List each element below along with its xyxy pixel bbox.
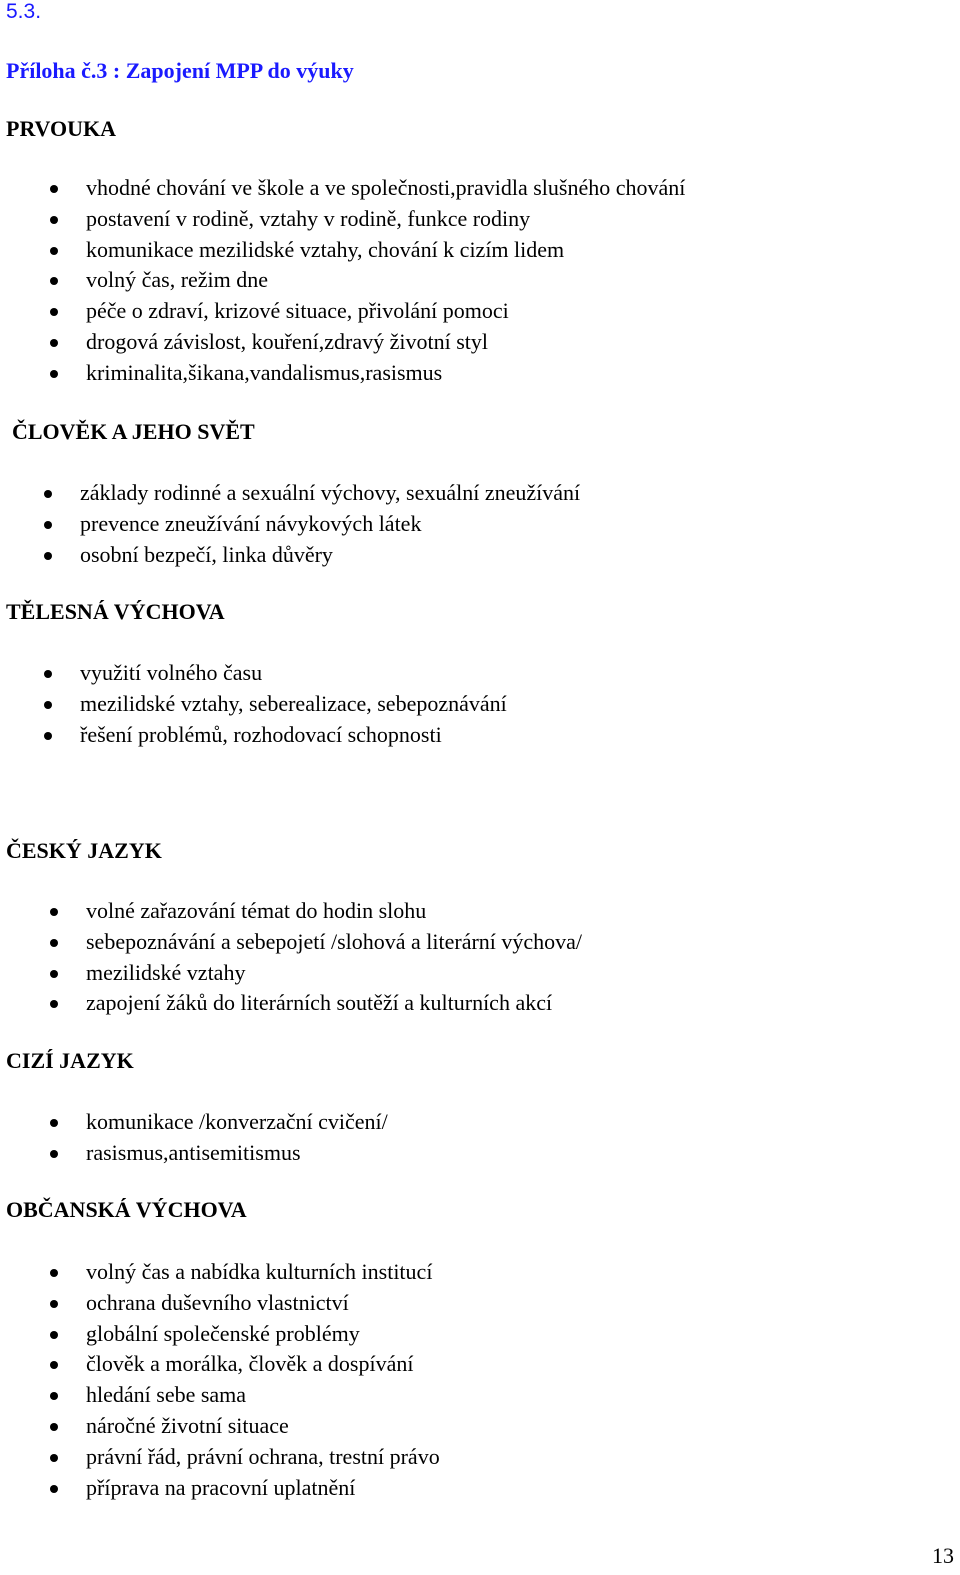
appendix-title: Příloha č.3 : Zapojení MPP do výuky [6, 58, 354, 83]
bullet-icon [44, 670, 52, 678]
list-item: globální společenské problémy [86, 1319, 440, 1350]
list-item: drogová závislost, kouření,zdravý životní styl [86, 327, 685, 358]
bullet-icon [44, 521, 52, 529]
list-item: mezilidské vztahy, seberealizace, sebepoznávání [80, 689, 507, 720]
list-item: zapojení žáků do literárních soutěží a kulturních akcí [86, 988, 582, 1019]
bullet-icon [50, 1454, 58, 1462]
bullet-icon [50, 1000, 58, 1008]
bullet-icon [50, 185, 58, 193]
bullet-icon [50, 970, 58, 978]
list-item: volný čas, režim dne [86, 265, 685, 296]
bullet-icon [50, 1485, 58, 1493]
list-item: kriminalita,šikana,vandalismus,rasismus [86, 358, 685, 389]
list-telesna-vychova [80, 658, 507, 750]
bullet-icon [50, 1269, 58, 1277]
list-item: volný čas a nabídka kulturních institucí [86, 1257, 440, 1288]
list-prvouka [86, 173, 685, 389]
bullet-icon [50, 339, 58, 347]
bullet-icon [50, 1119, 58, 1127]
list-item: právní řád, právní ochrana, trestní právo [86, 1442, 440, 1473]
bullet-icon [50, 247, 58, 255]
list-item: člověk a morálka, člověk a dospívání [86, 1349, 440, 1380]
page-number: 13 [932, 1543, 954, 1568]
heading-clovek-a-jeho-svet: ČLOVĚK A JEHO SVĚT [12, 419, 255, 444]
bullet-icon [50, 1150, 58, 1158]
list-item: náročné životní situace [86, 1411, 440, 1442]
list-item: komunikace /konverzační cvičení/ [86, 1107, 388, 1138]
bullet-icon [50, 370, 58, 378]
list-item: ochrana duševního vlastnictví [86, 1288, 440, 1319]
list-item: péče o zdraví, krizové situace, přivolání pomoci [86, 296, 685, 327]
heading-cizi-jazyk: CIZÍ JAZYK [6, 1048, 134, 1073]
list-item: osobní bezpečí, linka důvěry [80, 540, 580, 571]
list-item: postavení v rodině, vztahy v rodině, funkce rodiny [86, 204, 685, 235]
bullet-icon [50, 1331, 58, 1339]
list-item: vhodné chování ve škole a ve společnosti,pravidla slušného chování [86, 173, 685, 204]
bullet-icon [50, 1423, 58, 1431]
heading-cesky-jazyk: ČESKÝ JAZYK [6, 838, 162, 863]
list-item: komunikace mezilidské vztahy, chování k cizím lidem [86, 235, 685, 266]
list-item: prevence zneužívání návykových látek [80, 509, 580, 540]
heading-obcanska-vychova: OBČANSKÁ VÝCHOVA [6, 1197, 247, 1222]
bullet-icon [50, 1392, 58, 1400]
list-clovek-a-jeho-svet [80, 478, 580, 570]
bullet-icon [44, 701, 52, 709]
bullet-icon [50, 939, 58, 947]
heading-telesna-vychova: TĚLESNÁ VÝCHOVA [6, 599, 225, 624]
bullet-icon [44, 732, 52, 740]
bullet-icon [50, 216, 58, 224]
list-item: řešení problémů, rozhodovací schopnosti [80, 720, 507, 751]
list-item: mezilidské vztahy [86, 958, 582, 989]
list-cesky-jazyk [86, 896, 582, 1019]
bullet-icon [50, 908, 58, 916]
list-obcanska-vychova [86, 1257, 440, 1503]
list-item: rasismus,antisemitismus [86, 1138, 388, 1169]
list-item: hledání sebe sama [86, 1380, 440, 1411]
list-cizi-jazyk [86, 1107, 388, 1169]
list-item: příprava na pracovní uplatnění [86, 1473, 440, 1504]
bullet-icon [50, 1361, 58, 1369]
bullet-icon [50, 308, 58, 316]
bullet-icon [44, 552, 52, 560]
section-number: 5.3. [6, 0, 42, 23]
bullet-icon [50, 277, 58, 285]
heading-prvouka: PRVOUKA [6, 116, 116, 141]
list-item: volné zařazování témat do hodin slohu [86, 896, 582, 927]
list-item: základy rodinné a sexuální výchovy, sexuální zneužívání [80, 478, 580, 509]
list-item: využití volného času [80, 658, 507, 689]
bullet-icon [44, 490, 52, 498]
bullet-icon [50, 1300, 58, 1308]
list-item: sebepoznávání a sebepojetí /slohová a literární výchova/ [86, 927, 582, 958]
